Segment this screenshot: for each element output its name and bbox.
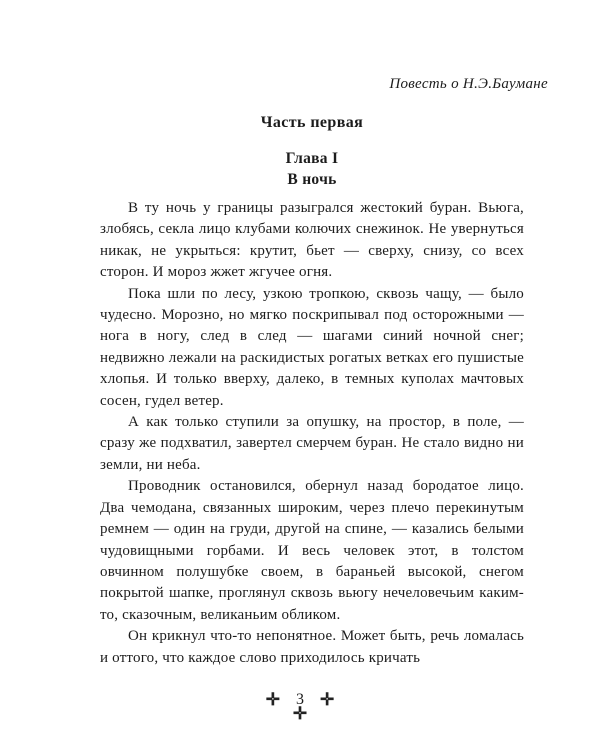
section-title: В ночь — [287, 171, 337, 188]
paragraph: Пока шли по лесу, узкою тропкою, сквозь чащу, — было чудесно. Морозно, но мягко поскрипывал под осторожными — нога в ногу, след в след — шагами синий ночной снег; недвижно лежали на раскидистых рогатых ветках его пушистые хлопья. И только вверху, далеко, в темных куполах мачтовых сосен, гудел ветер. — [100, 285, 524, 409]
page-number: 3 — [296, 691, 304, 708]
paragraph: В ту ночь у границы разыгрался жестокий буран. Вьюга, злобясь, секла лицо клубами колючих снежинок. Не увернуться никак, не укрыться: крутит, бьет — сверху, снизу, со всех сторон. И мороз жжет жгучее огня. — [100, 200, 524, 281]
body-text — [100, 198, 524, 669]
page-footer — [0, 692, 600, 722]
book-subtitle: Повесть о Н.Э.Баумане — [389, 76, 548, 92]
chapter-title: Глава I — [285, 150, 339, 167]
part-title: Часть первая — [260, 114, 364, 131]
paragraph: Он крикнул что-то непонятное. Может быть, речь ломалась и оттого, что каждое слово приходилось кричать — [100, 628, 524, 666]
chapter-heading — [100, 148, 524, 190]
cross-ornament-icon: ✛ — [265, 690, 280, 709]
cross-ornament-icon: ✛ — [320, 690, 335, 709]
cross-ornament-icon: ✛ — [292, 704, 308, 723]
paragraph: Проводник остановился, обернул назад бородатое лицо. Два чемодана, связанных широким, через плечо перекинутым ремнем — один на груди, другой на спине, — казались белыми чудовищными горбами. И весь человек этот, в толстом овчинном полушубке своем, в бараньей высокой, снегом покрытой шапке, проглянул сквозь вьюгу нечеловечьим каким-то, сказочным, великаньим обликом. — [100, 478, 524, 623]
paragraph: А как только ступили за опушку, на простор, в поле, — сразу же подхватил, завертел смерчем буран. Не стало видно ни земли, ни неба. — [100, 414, 524, 473]
